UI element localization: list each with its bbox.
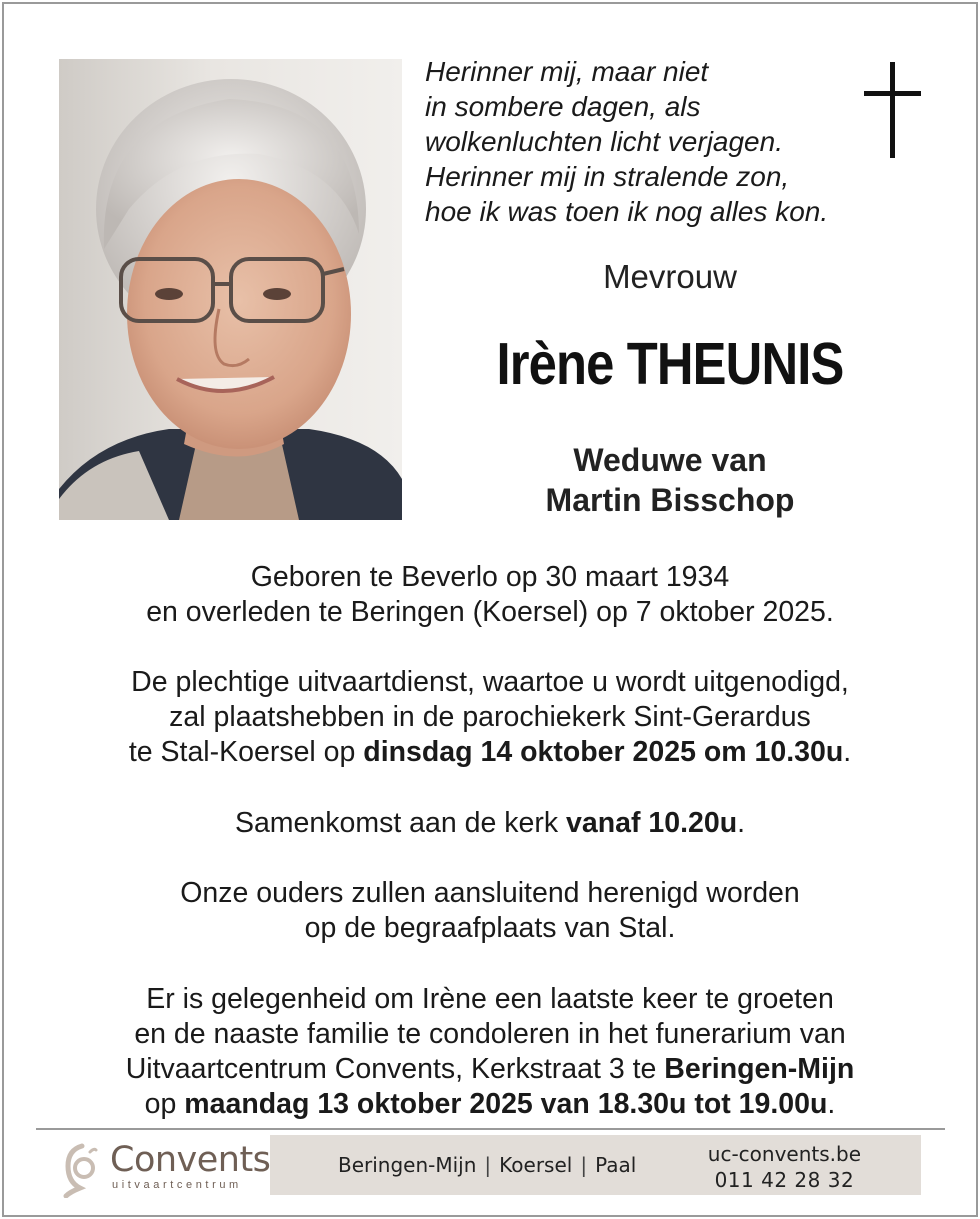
contact-info [708, 1141, 861, 1193]
service-text: te Stal-Koersel op [128, 736, 364, 768]
poem-line: wolkenluchten licht verjagen. [425, 126, 783, 157]
gathering-line [40, 806, 940, 841]
phone-number: 011 42 28 32 [714, 1168, 855, 1192]
poem-line: hoe ik was toen ik nog alles kon. [425, 196, 829, 227]
service-line: zal plaatshebben in de parochiekerk Sint-Gerardus [169, 701, 811, 733]
deceased-name: Irène THEUNIS [496, 331, 844, 397]
farewell-line [40, 1052, 940, 1087]
logo-subtitle: uitvaartcentrum [112, 1179, 242, 1191]
gathering-text: Samenkomst aan de kerk [234, 807, 567, 839]
punctuation: . [843, 736, 852, 768]
farewell-text: op [144, 1088, 185, 1120]
gathering-time: vanaf 10.20u [566, 807, 738, 839]
honorific: Mevrouw [603, 258, 737, 295]
widow-of [420, 440, 920, 520]
location-koersel: Koersel [499, 1153, 573, 1177]
farewell-info [40, 982, 940, 1122]
farewell-text: Uitvaartcentrum Convents, Kerkstraat 3 te [125, 1053, 665, 1085]
logo-figure-icon [60, 1142, 100, 1198]
service-line: De plechtige uitvaartdienst, waartoe u wordt uitgenodigd, [131, 666, 849, 698]
poem-line: Herinner mij in stralende zon, [425, 161, 790, 192]
burial-line: Onze ouders zullen aansluitend herenigd worden [180, 877, 800, 909]
punctuation: . [827, 1088, 836, 1120]
funeral-service-info [40, 665, 940, 770]
portrait-illustration [59, 59, 402, 520]
farewell-location: Beringen-Mijn [664, 1053, 855, 1085]
poem-line: in sombere dagen, als [425, 91, 701, 122]
convents-logo [60, 1138, 271, 1200]
memorial-poem [425, 54, 855, 229]
death-line: en overleden te Beringen (Koersel) op 7 oktober 2025. [146, 596, 834, 628]
farewell-line: Er is gelegenheid om Irène een laatste keer te groeten [146, 983, 834, 1015]
punctuation: . [737, 807, 746, 839]
birth-death-info [40, 560, 940, 630]
footer-divider [36, 1128, 945, 1130]
logo-wordmark: Convents [110, 1140, 271, 1180]
burial-line: op de begraafplaats van Stal. [304, 912, 676, 944]
widow-line: Weduwe van [573, 442, 767, 478]
gathering-info [40, 806, 940, 841]
service-line [40, 735, 940, 770]
poem-line: Herinner mij, maar niet [425, 56, 709, 87]
service-datetime: dinsdag 14 oktober 2025 om 10.30u [363, 736, 844, 768]
location-beringen-mijn: Beringen-Mijn [338, 1153, 477, 1177]
portrait-photo [59, 59, 402, 520]
farewell-line [40, 1087, 940, 1122]
separator: | [580, 1153, 588, 1177]
website-link[interactable]: uc-convents.be [707, 1142, 861, 1166]
location-paal: Paal [595, 1153, 637, 1177]
spouse-name: Martin Bisschop [545, 482, 795, 518]
cross-icon [864, 62, 922, 160]
location-list [338, 1153, 636, 1177]
separator: | [484, 1153, 492, 1177]
birth-line: Geboren te Beverlo op 30 maart 1934 [250, 561, 730, 593]
burial-info [40, 876, 940, 946]
footer-bar [270, 1135, 921, 1195]
farewell-line: en de naaste familie te condoleren in het funerarium van [134, 1018, 846, 1050]
farewell-datetime: maandag 13 oktober 2025 van 18.30u tot 19.00u [184, 1088, 828, 1120]
